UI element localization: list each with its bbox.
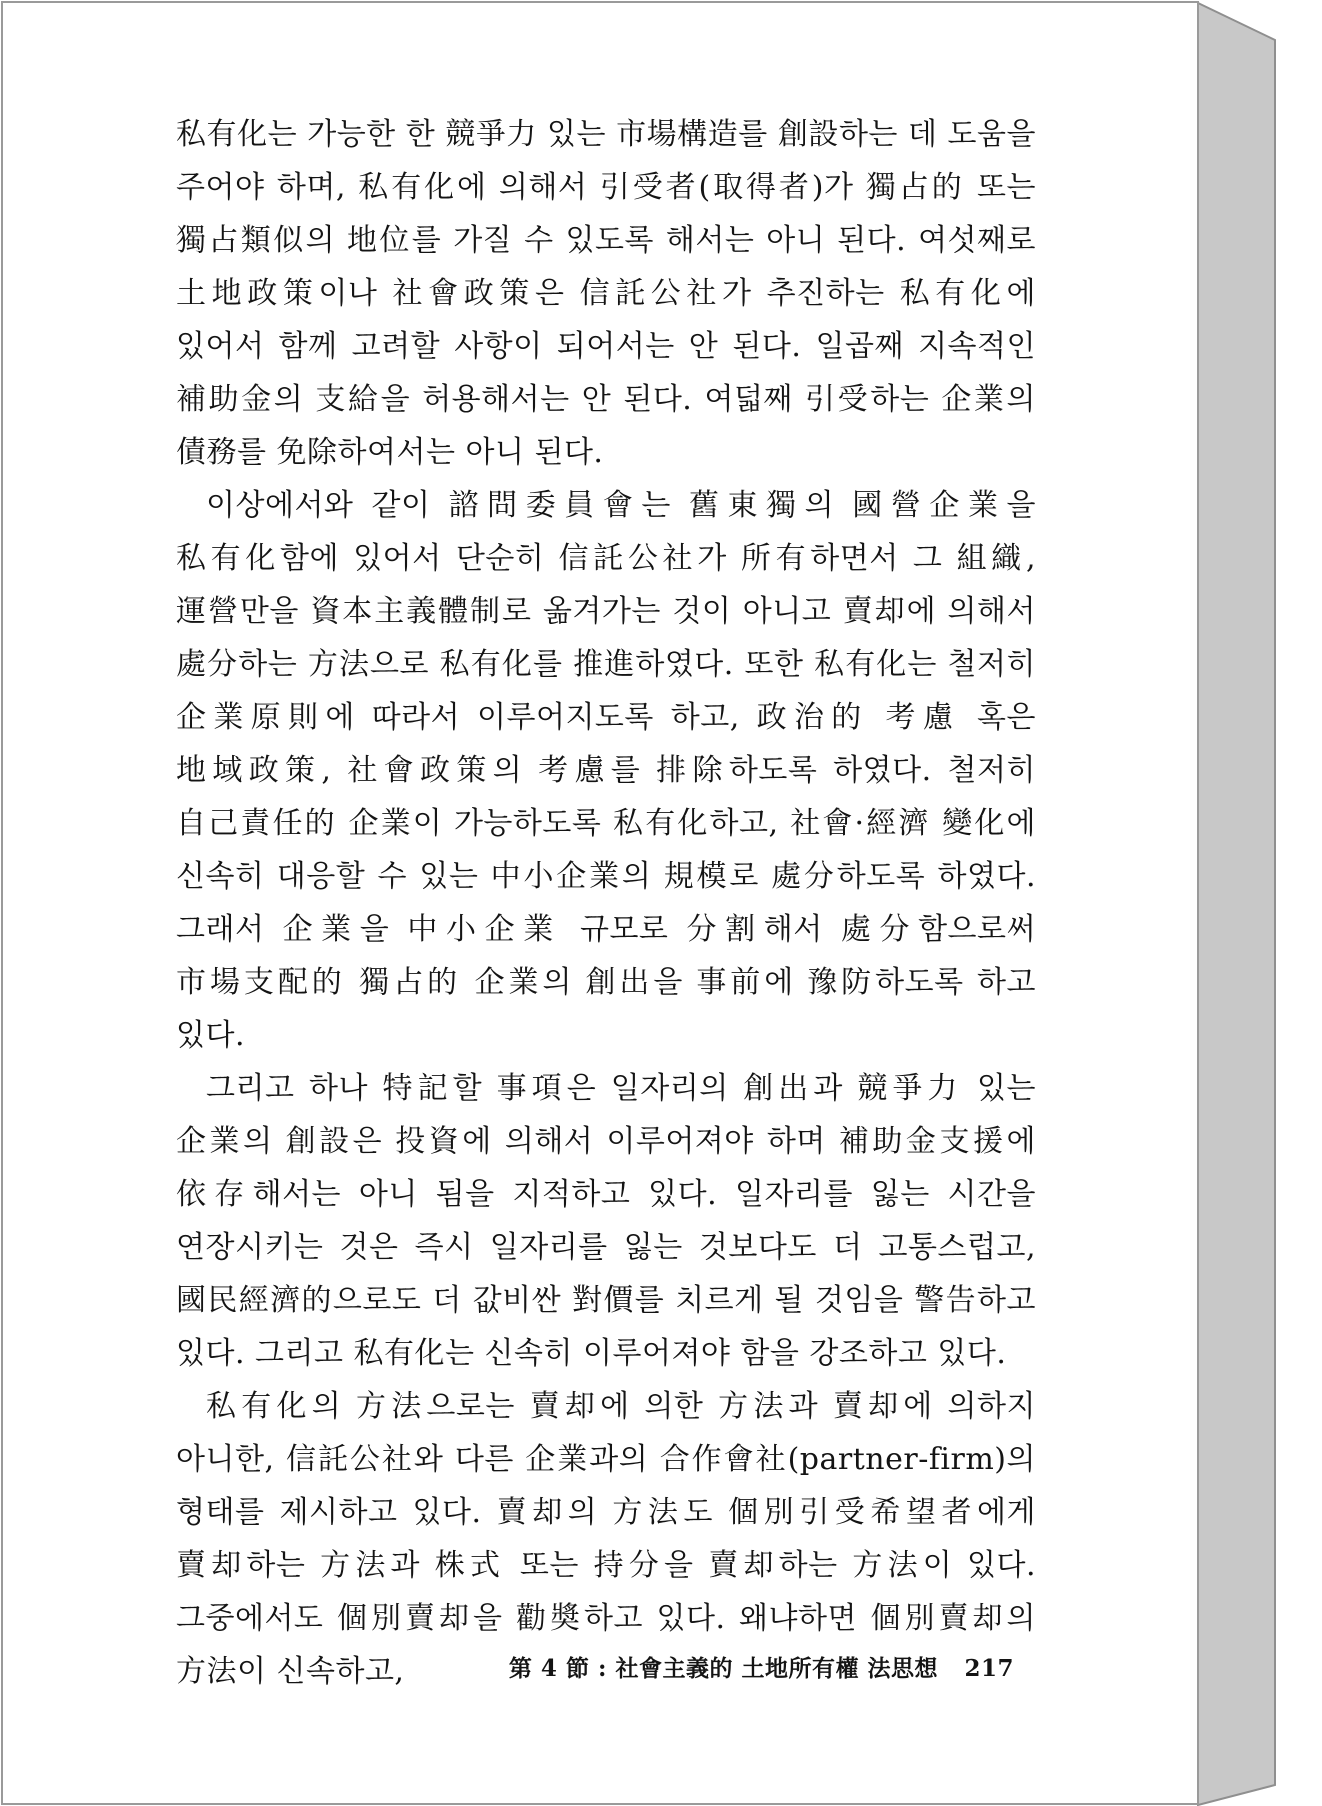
running-header-section-title: 第 4 節 : 社會主義的 土地所有權 法思想	[508, 1655, 938, 1682]
book-spine-side	[1198, 3, 1275, 1805]
paragraph-3: 그리고 하나 特記할 事項은 일자리의 創出과 競爭力 있는 企業의 創設은 投資에 의해서 이루어져야 하며 補助金支援에 依存해서는 아니 됨을 지적하고 있다. 일자리를 잃는 시간을 연장시키는 것은 즉시 일자리를 잃는 것보다도 더 고통스럽고, 國民經濟的으로도 더 값비싼 對價를 치르게 될 것임을 警告하고 있다. 그리고 私有化는 신속히 이루어져야 함을 강조하고 있다.	[176, 1071, 1036, 1371]
paragraph-2: 이상에서와 같이 諮問委員會는 舊東獨의 國營企業을 私有化함에 있어서 단순히 信託公社가 所有하면서 그 組織, 運營만을 資本主義體制로 옮겨가는 것이 아니고 賣却에 의해서 處分하는 方法으로 私有化를 推進하였다. 또한 私有化는 철저히 企業原則에 따라서 이루어지도록 하고, 政治的 考慮 혹은 地域政策, 社會政策의 考慮를 排除하도록 하였다. 철저히 自己責任的 企業이 가능하도록 私有化하고, 社會·經濟 變化에 신속히 대응할 수 있는 中小企業의 規模로 處分하도록 하였다. 그래서 企業을 中小企業 규모로 分割해서 處分함으로써 市場支配的 獨占的 企業의 創出을 事前에 豫防하도록 하고 있다.	[176, 488, 1036, 1053]
document-body	[176, 108, 1036, 1698]
page-footer	[509, 1650, 1014, 1683]
page-number: 217	[964, 1655, 1014, 1682]
paragraph-4: 私有化의 方法으로는 賣却에 의한 方法과 賣却에 의하지 아니한, 信託公社와 다른 企業과의 合作會社(partner-firm)의 형태를 제시하고 있다. 賣却의 方法도 個別引受希望者에게 賣却하는 方法과 株式 또는 持分을 賣却하는 方法이 있다. 그중에서도 個別賣却을 勸奬하고 있다. 왜냐하면 個別賣却의 方法이 신속하고,	[176, 1389, 1036, 1689]
paragraph-1: 私有化는 가능한 한 競爭力 있는 市場構造를 創設하는 데 도움을 주어야 하며, 私有化에 의해서 引受者(取得者)가 獨占的 또는 獨占類似의 地位를 가질 수 있도록 해서는 아니 된다. 여섯째로 土地政策이나 社會政策은 信託公社가 추진하는 私有化에 있어서 함께 고려할 사항이 되어서는 안 된다. 일곱째 지속적인 補助金의 支給을 허용해서는 안 된다. 여덟째 引受하는 企業의 債務를 免除하여서는 아니 된다.	[176, 117, 1036, 470]
